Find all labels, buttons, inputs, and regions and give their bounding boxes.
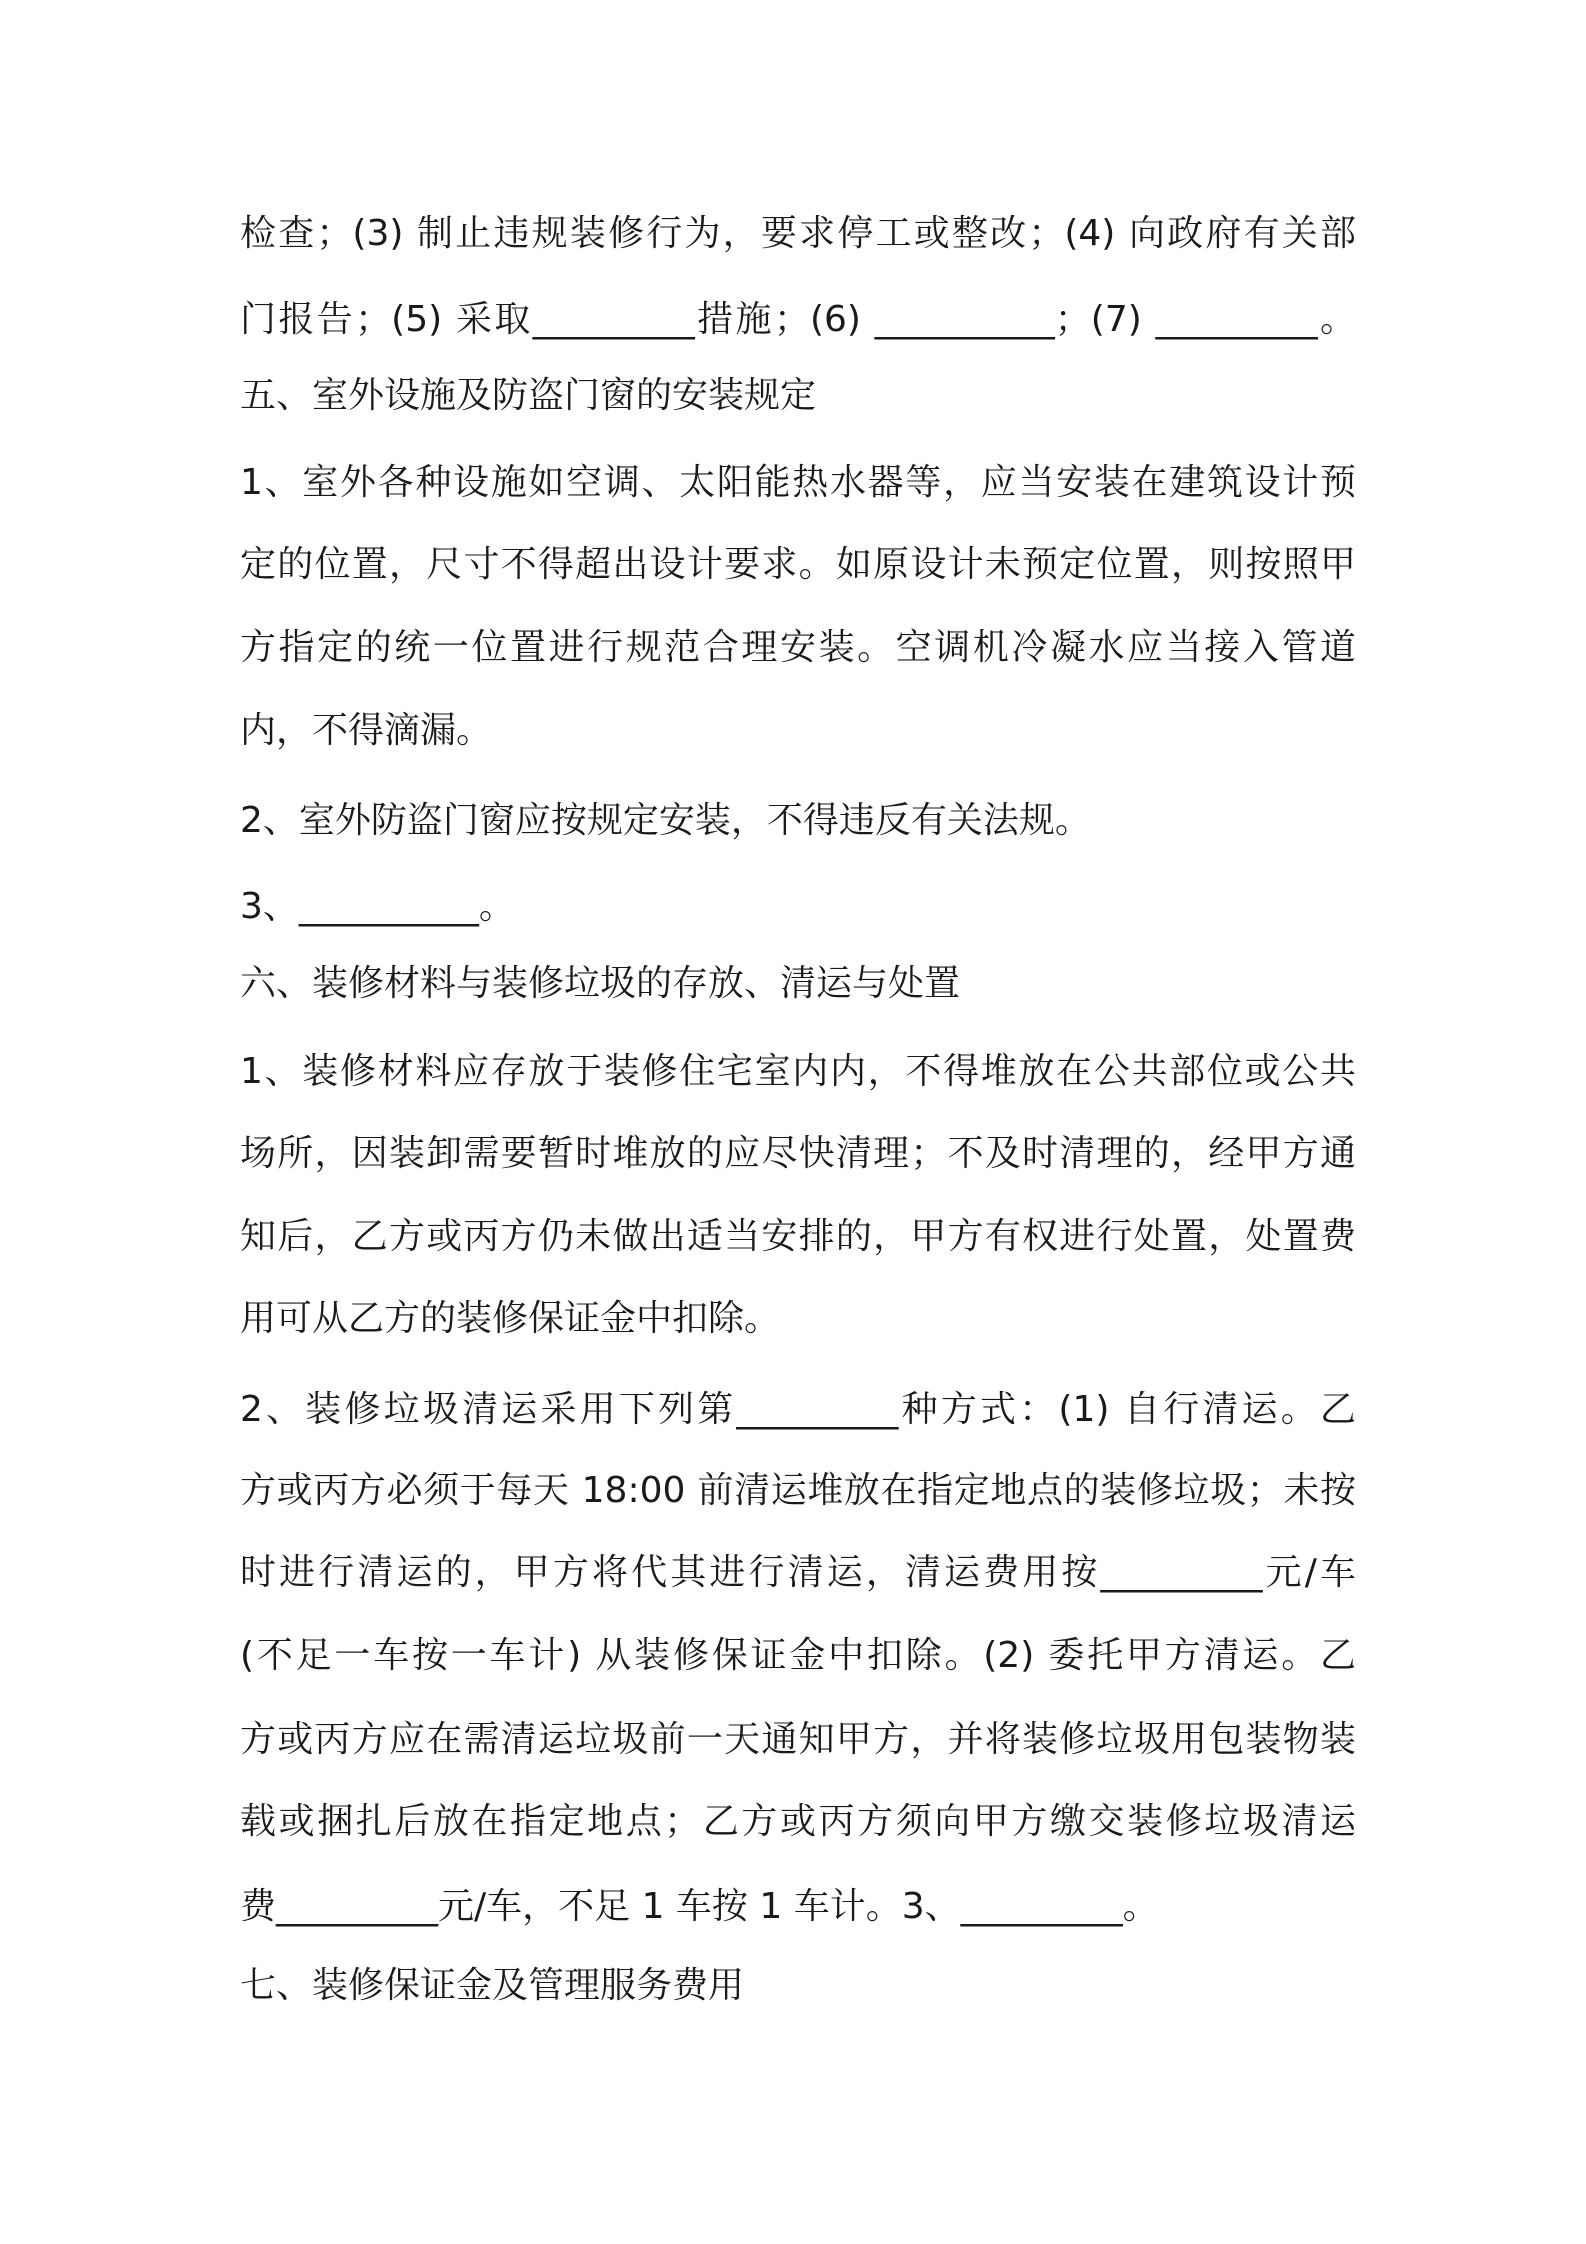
- text-line: 方指定的统一位置进行规范合理安装。空调机冷凝水应当接入管道: [240, 627, 1356, 668]
- text-line: 载或捆扎后放在指定地点；乙方或丙方须向甲方缴交装修垃圾清运: [240, 1801, 1356, 1842]
- text-line: 知后，乙方或丙方仍未做出适当安排的，甲方有权进行处置，处置费: [240, 1216, 1356, 1257]
- text-line: 3、__________。: [240, 886, 515, 927]
- text-line: 2、装修垃圾清运采用下列第_________种方式：(1) 自行清运。乙: [240, 1389, 1356, 1430]
- text-line: 用可从乙方的装修保证金中扣除。: [240, 1298, 781, 1339]
- section-heading: 六、装修材料与装修垃圾的存放、清运与处置: [240, 963, 961, 1004]
- text-line: 门报告；(5) 采取_________措施；(6) __________；(7) _________。: [240, 299, 1356, 340]
- text-line: 费_________元/车，不足 1 车按 1 车计。3、_________。: [240, 1886, 1159, 1927]
- text-line: 方或丙方必须于每天 18:00 前清运堆放在指定地点的装修垃圾；未按: [240, 1470, 1356, 1511]
- section-heading: 五、室外设施及防盗门窗的安装规定: [240, 375, 817, 416]
- text-line: (不足一车按一车计) 从装修保证金中扣除。(2) 委托甲方清运。乙: [240, 1635, 1356, 1676]
- text-line: 内，不得滴漏。: [240, 710, 493, 751]
- text-line: 检查；(3) 制止违规装修行为，要求停工或整改；(4) 向政府有关部: [240, 213, 1356, 254]
- text-line: 2、室外防盗门窗应按规定安装，不得违反有关法规。: [240, 800, 1091, 841]
- section-heading: 七、装修保证金及管理服务费用: [240, 1965, 745, 2006]
- text-line: 场所，因装卸需要暂时堆放的应尽快清理；不及时清理的，经甲方通: [240, 1133, 1356, 1174]
- text-line: 1、室外各种设施如空调、太阳能热水器等，应当安装在建筑设计预: [240, 462, 1356, 503]
- text-line: 1、装修材料应存放于装修住宅室内内，不得堆放在公共部位或公共: [240, 1051, 1356, 1092]
- text-line: 时进行清运的，甲方将代其进行清运，清运费用按_________元/车: [240, 1552, 1356, 1593]
- text-line: 定的位置，尺寸不得超出设计要求。如原设计未预定位置，则按照甲: [240, 544, 1356, 585]
- text-line: 方或丙方应在需清运垃圾前一天通知甲方，并将装修垃圾用包装物装: [240, 1719, 1356, 1760]
